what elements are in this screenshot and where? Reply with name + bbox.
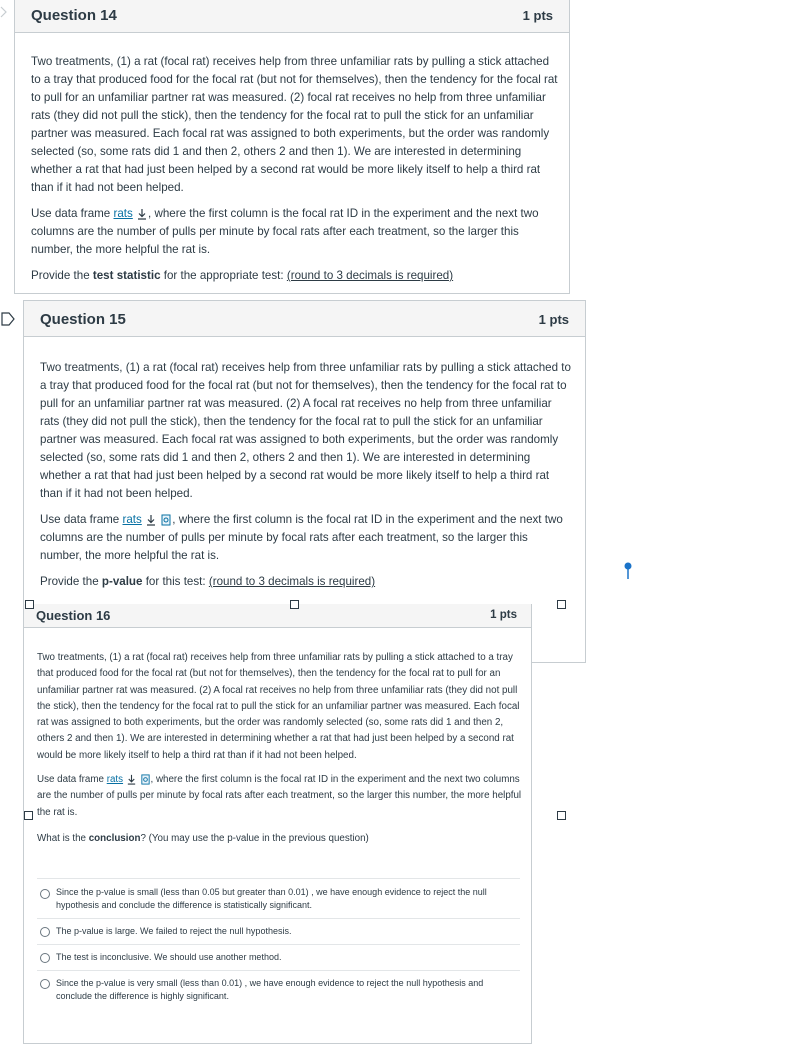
- question-text: Two treatments, (1) a rat (focal rat) receives help from three unfamiliar rats by pulling a stick attached to a tray that produced food for the focal rat (but not for themselves), then the tendency for the focal rat to pull for an unfamiliar partner rat was measured. (2) focal rat receives no help from three unfamiliar rats (they did not pull the stick), then the tendency for the focal rat to pull the stick for an unfamiliar partner was measured. Each focal rat was assigned to both experiments, but the order was randomly selected (so, some rats did 1 and then 2, others 2 and then 1). We are interested in determining whether a rat that had just been helped by a second rat would be more likely itself to help a third rat than if it had not been helped.: [31, 55, 558, 194]
- answer-option[interactable]: [37, 970, 520, 1010]
- question-header: [15, 0, 569, 33]
- location-pin-icon: [623, 562, 633, 580]
- rats-data-link[interactable]: rats: [113, 207, 133, 220]
- radio-button[interactable]: [40, 979, 50, 989]
- question-14-card: [14, 0, 570, 294]
- radio-button[interactable]: [40, 889, 50, 899]
- question-points: 1 pts: [538, 312, 569, 327]
- chevron-right-icon: [0, 5, 8, 19]
- question-header: [24, 301, 585, 337]
- question-body: [40, 359, 572, 591]
- question-points: 1 pts: [490, 609, 517, 621]
- radio-button[interactable]: [40, 953, 50, 963]
- data-frame-instructions: Use data frame rats , where the first column is the focal rat ID in the experiment and the next two columns are the number of pulls per minute by focal rats after each treatment, so the larger this number, the more helpful the rat is.: [37, 774, 522, 818]
- question-16-card: [23, 604, 532, 1044]
- option-label: Since the p-value is very small (less than 0.01) , we have enough evidence to reject the null hypothesis and conclude the difference is highly significant.: [56, 978, 484, 1001]
- document-preview-icon[interactable]: [160, 514, 172, 526]
- option-label: Since the p-value is small (less than 0.05 but greater than 0.01) , we have enough evidence to reject the null hypothesis and conclude the difference is statistically significant.: [56, 887, 487, 910]
- option-label: The p-value is large. We failed to reject the null hypothesis.: [56, 926, 292, 936]
- question-title: Question 16: [36, 608, 111, 623]
- document-preview-icon[interactable]: [140, 774, 151, 785]
- question-title: Question 14: [31, 7, 117, 24]
- question-prompt: Provide the p-value for this test: (round to 3 decimals is required): [40, 575, 376, 588]
- resize-handle[interactable]: [24, 811, 33, 820]
- question-points: 1 pts: [522, 8, 553, 23]
- question-header: [24, 604, 531, 628]
- answer-option[interactable]: [37, 918, 520, 944]
- resize-handle[interactable]: [25, 600, 34, 609]
- download-icon[interactable]: [126, 774, 137, 785]
- resize-handle[interactable]: [290, 600, 299, 609]
- option-label: The test is inconclusive. We should use another method.: [56, 952, 282, 962]
- answer-option[interactable]: [37, 944, 520, 970]
- question-text: Two treatments, (1) a rat (focal rat) receives help from three unfamiliar rats by pulling a stick attached to a tray that produced food for the focal rat (but not for themselves), then the tendency for the focal rat to pull for an unfamiliar partner rat was measured. (2) A focal rat receives no help from three unfamiliar rats (they did not pull the stick), then the tendency for the focal rat to pull the stick for an unfamiliar partner was measured. Each focal rat was assigned to both experiments, but the order was randomly selected (so, some rats did 1 and then 2, others 2 and then 1). We are interested in determining whether a rat that had just been helped by a second rat would be more likely itself to help a third rat than if it had not been helped.: [40, 361, 571, 500]
- rats-data-link[interactable]: rats: [122, 513, 142, 526]
- question-title: Question 15: [40, 311, 126, 328]
- resize-handle[interactable]: [557, 600, 566, 609]
- data-frame-instructions: Use data frame rats , where the first column is the focal rat ID in the experiment and the next two columns are the number of pulls per minute by focal rats after each treatment, so the larger this number, the more helpful the rat is.: [31, 207, 539, 256]
- rats-data-link[interactable]: rats: [106, 774, 124, 786]
- answer-options: [37, 878, 520, 1008]
- question-prompt: Provide the test statistic for the appropriate test: (round to 3 decimals is required): [31, 269, 454, 282]
- download-icon[interactable]: [136, 208, 148, 220]
- question-body: [31, 53, 559, 285]
- radio-button[interactable]: [40, 927, 50, 937]
- question-text: Two treatments, (1) a rat (focal rat) receives help from three unfamiliar rats by pulling a stick attached to a tray that produced food for the focal rat (but not for themselves), then the tendency for the focal rat to pull for an unfamiliar partner rat was measured. (2) A focal rat receives no help from three unfamiliar rats (they did not pull the stick), then the tendency for the focal rat to pull the stick for an unfamiliar partner was measured. Each focal rat was assigned to both experiments, but the order was randomly selected (so, some rats did 1 and then 2, others 2 and then 1). We are interested in determining whether a rat that had just been helped by a second rat would be more likely itself to help a third rat than if it had not been helped.: [37, 652, 520, 761]
- data-frame-instructions: Use data frame rats , where the first column is the focal rat ID in the experiment and the next two columns are the number of pulls per minute by focal rats after each treatment, so the larger this number, the more helpful the rat is.: [40, 513, 563, 562]
- question-prompt: What is the conclusion? (You may use the p-value in the previous question): [37, 832, 369, 844]
- download-icon[interactable]: [145, 514, 157, 526]
- question-body: [37, 650, 522, 847]
- answer-option[interactable]: [37, 878, 520, 918]
- arrow-marker-icon: [0, 311, 16, 327]
- resize-handle[interactable]: [557, 811, 566, 820]
